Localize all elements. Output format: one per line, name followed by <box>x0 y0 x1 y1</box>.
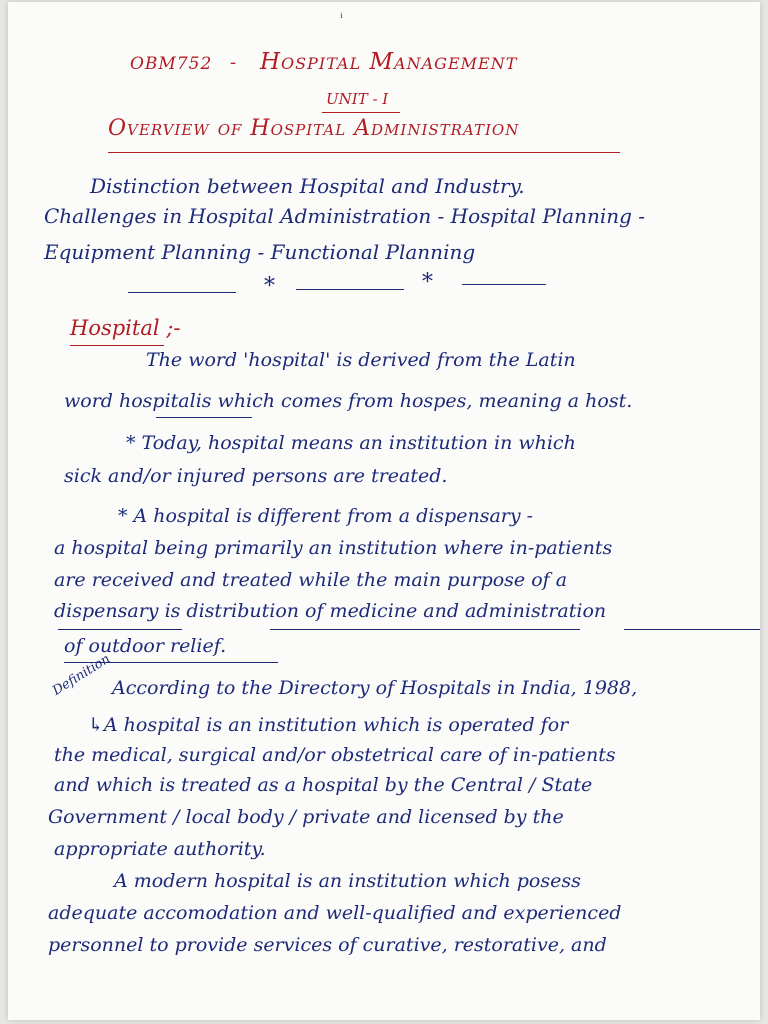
section-heading-underline <box>70 345 164 346</box>
header-separator: - <box>230 52 237 73</box>
para-line-14: Government / local body / private and licensed by the <box>48 806 564 828</box>
distribution-underline <box>270 629 580 630</box>
overview-title: Overview of Hospital Administration <box>108 116 520 141</box>
topics-line-3: Equipment Planning - Functional Planning <box>44 240 476 264</box>
top-mark: ᵢ <box>340 6 343 22</box>
para-line-11: ↳A hospital is an institution which is operated for <box>88 714 569 736</box>
hospitalis-underline <box>156 417 252 418</box>
para-line-3: * Today, hospital means an institution in which <box>126 432 576 454</box>
para-line-9: of outdoor relief. <box>64 635 227 657</box>
separator-line-1 <box>128 292 236 293</box>
para-line-1: The word 'hospital' is derived from the Latin <box>146 349 576 371</box>
para-line-7: are received and treated while the main purpose of a <box>54 569 568 591</box>
administration-underline <box>624 629 760 630</box>
para-line-15: appropriate authority. <box>54 838 266 860</box>
unit-label: UNIT - I <box>326 90 389 108</box>
separator-line-2 <box>296 289 404 290</box>
para-line-2: word hospitalis which comes from hospes, meaning a host. <box>64 390 633 412</box>
para-line-5: * A hospital is different from a dispensary - <box>118 505 534 527</box>
topics-line-1: Distinction between Hospital and Industry. <box>90 174 525 198</box>
para-line-4: sick and/or injured persons are treated. <box>64 465 448 487</box>
section-heading: Hospital ;- <box>70 316 181 340</box>
para-line-18: personnel to provide services of curative, restorative, and <box>48 934 607 956</box>
separator-star-2: * <box>422 270 433 295</box>
para-line-12: the medical, surgical and/or obstetrical care of in-patients <box>54 744 616 766</box>
para-line-10: According to the Directory of Hospitals in India, 1988, <box>112 677 638 699</box>
definition-margin-label: Definition <box>50 651 113 699</box>
para-line-6: a hospital being primarily an institution where in-patients <box>54 537 613 559</box>
course-code: OBM752 <box>130 54 213 74</box>
unit-underline <box>322 112 400 113</box>
topics-line-2: Challenges in Hospital Administration - Hospital Planning - <box>44 204 646 228</box>
separator-line-3 <box>462 284 546 285</box>
overview-underline <box>108 152 620 153</box>
para-line-8: dispensary is distribution of medicine and administration <box>54 600 607 622</box>
page-title: Hospital Management <box>260 49 518 75</box>
separator-star-1: * <box>264 274 275 299</box>
notebook-page <box>8 2 760 1020</box>
para-line-17: adequate accomodation and well-qualified and experienced <box>48 902 622 924</box>
dispensary-underline <box>58 629 182 630</box>
para-line-16: A modern hospital is an institution which posess <box>114 870 581 892</box>
para-line-13: and which is treated as a hospital by the Central / State <box>54 774 593 796</box>
